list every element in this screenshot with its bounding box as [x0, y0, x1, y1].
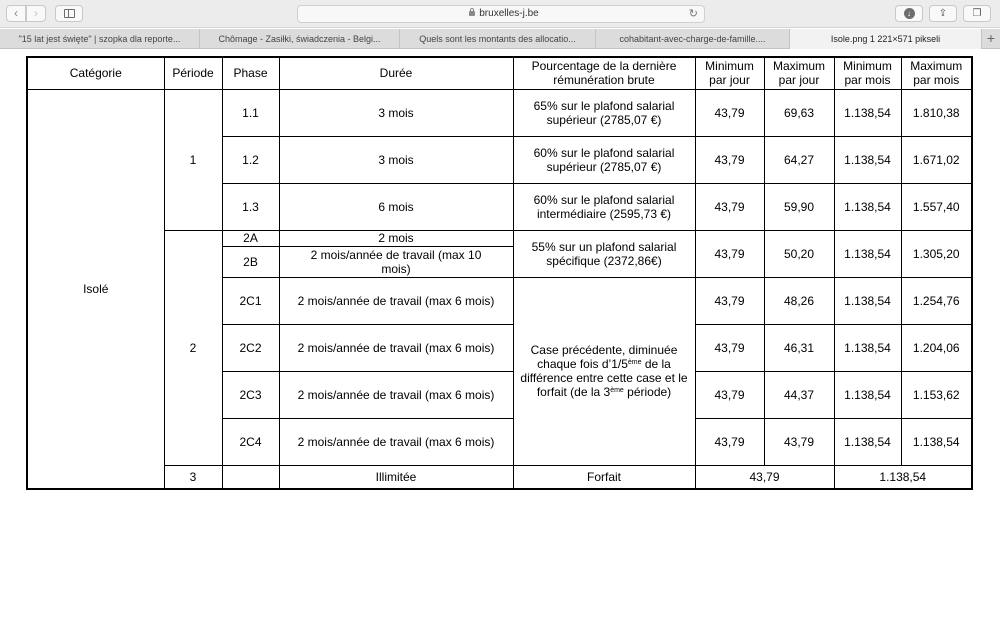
new-tab-button[interactable]: [982, 29, 1000, 49]
max-jour-cell: 46,31: [764, 324, 834, 371]
duree-cell: 2 mois/année de travail (max 6 mois): [279, 371, 513, 418]
url-text: bruxelles-j.be: [479, 8, 539, 19]
min-mois-cell: 1.138,54: [834, 371, 901, 418]
phase-cell: 1.2: [222, 136, 279, 183]
duree-cell: Illimitée: [279, 465, 513, 489]
min-jour-cell: 43,79: [695, 277, 764, 324]
duree-cell: 2 mois/année de travail (max 6 mois): [279, 324, 513, 371]
header-min-mois: Minimum par mois: [834, 57, 901, 89]
benefits-table: [26, 56, 973, 490]
min-mois-cell: 1.138,54: [834, 277, 901, 324]
duree-cell: 2 mois/année de travail (max 6 mois): [279, 418, 513, 465]
header-duree: Durée: [279, 57, 513, 89]
tabs-overview-button[interactable]: [963, 5, 991, 22]
duree-cell: 2 mois/année de travail (max 6 mois): [279, 277, 513, 324]
phase-cell: 1.3: [222, 183, 279, 230]
case-text-2: de la différence entre cette case et le forfait (de la 3: [520, 357, 688, 399]
duree-cell: 3 mois: [279, 136, 513, 183]
browser-toolbar: [0, 0, 1000, 28]
jour-cell: 43,79: [695, 465, 834, 489]
table-row: [27, 89, 972, 136]
table-row: [27, 230, 972, 246]
min-jour-cell: 43,79: [695, 418, 764, 465]
duree-cell: 2 mois: [279, 230, 513, 246]
max-jour-cell: 48,26: [764, 277, 834, 324]
period-1-cell: 1: [164, 89, 222, 230]
lock-icon: [469, 11, 475, 16]
max-mois-cell: 1.138,54: [901, 418, 972, 465]
chevron-left-icon: ‹: [14, 6, 18, 20]
tabs-overview-icon: ❐: [972, 8, 982, 19]
tab-2[interactable]: Chômage - Zasiłki, świadczenia - Belgi...: [200, 29, 400, 49]
min-jour-cell: 43,79: [695, 183, 764, 230]
case-text-1: Case précédente, diminuée chaque fois d’1/5: [530, 343, 678, 371]
max-jour-cell: 43,79: [764, 418, 834, 465]
period-2-cell: 2: [164, 230, 222, 465]
min-mois-cell: 1.138,54: [834, 89, 901, 136]
tab-1[interactable]: "15 lat jest święte" | szopka dla reporte...: [0, 29, 200, 49]
max-mois-cell: 1.153,62: [901, 371, 972, 418]
case-text-3: période): [623, 385, 672, 399]
case-sup-2: ème: [610, 387, 624, 394]
tab-4[interactable]: cohabitant-avec-charge-de-famille....: [596, 29, 790, 49]
phase-cell: 2C1: [222, 277, 279, 324]
download-button[interactable]: [895, 5, 923, 22]
forward-button[interactable]: [26, 5, 46, 22]
min-jour-cell: 43,79: [695, 324, 764, 371]
case-sup-1: ème: [627, 359, 642, 366]
min-mois-cell: 1.138,54: [834, 183, 901, 230]
max-jour-cell: 50,20: [764, 230, 834, 277]
phase-cell: [222, 465, 279, 489]
plus-icon: +: [986, 30, 996, 46]
max-jour-cell: 59,90: [764, 183, 834, 230]
duree-cell: 2 mois/année de travail (max 10 mois): [279, 246, 513, 277]
duree-cell: 3 mois: [279, 89, 513, 136]
duree-cell: 6 mois: [279, 183, 513, 230]
max-mois-cell: 1.557,40: [901, 183, 972, 230]
max-mois-cell: 1.810,38: [901, 89, 972, 136]
max-jour-cell: 64,27: [764, 136, 834, 183]
min-mois-cell: 1.138,54: [834, 136, 901, 183]
min-jour-cell: 43,79: [695, 230, 764, 277]
pct-cell: 55% sur un plafond salarial spécifique (2372,86€): [513, 230, 695, 277]
min-mois-cell: 1.138,54: [834, 418, 901, 465]
max-mois-cell: 1.671,02: [901, 136, 972, 183]
phase-cell: 1.1: [222, 89, 279, 136]
header-min-jour: Minimum par jour: [695, 57, 764, 89]
header-max-jour: Maximum par jour: [764, 57, 834, 89]
tab-bar: [0, 29, 1000, 49]
share-icon: ⇪: [938, 8, 948, 19]
phase-cell: 2B: [222, 246, 279, 277]
table-row: [27, 465, 972, 489]
address-bar[interactable]: [297, 5, 705, 23]
case-precedente-cell: [513, 277, 695, 465]
share-button[interactable]: [929, 5, 957, 22]
pct-cell: 60% sur le plafond salarial supérieur (2785,07 €): [513, 136, 695, 183]
pct-cell: Forfait: [513, 465, 695, 489]
pct-cell: 65% sur le plafond salarial supérieur (2785,07 €): [513, 89, 695, 136]
back-button[interactable]: [6, 5, 26, 22]
header-pourcentage: Pourcentage de la dernière rémunération brute: [513, 57, 695, 89]
max-mois-cell: 1.305,20: [901, 230, 972, 277]
min-jour-cell: 43,79: [695, 89, 764, 136]
header-row: [27, 57, 972, 89]
max-jour-cell: 69,63: [764, 89, 834, 136]
header-categorie: Catégorie: [27, 57, 164, 89]
mois-cell: 1.138,54: [834, 465, 972, 489]
phase-cell: 2C2: [222, 324, 279, 371]
tab-5-active[interactable]: Isole.png 1 221×571 pikseli: [790, 29, 982, 49]
min-jour-cell: 43,79: [695, 371, 764, 418]
sidebar-icon: [64, 9, 75, 18]
reload-icon[interactable]: ↻: [688, 8, 698, 20]
period-3-cell: 3: [164, 465, 222, 489]
max-mois-cell: 1.254,76: [901, 277, 972, 324]
sidebar-toggle-button[interactable]: [55, 5, 83, 22]
header-max-mois: Maximum par mois: [901, 57, 972, 89]
image-content: [26, 56, 973, 490]
pct-cell: 60% sur le plafond salarial intermédiaire (2595,73 €): [513, 183, 695, 230]
header-periode: Période: [164, 57, 222, 89]
category-cell: Isolé: [27, 89, 164, 489]
phase-cell: 2C3: [222, 371, 279, 418]
min-jour-cell: 43,79: [695, 136, 764, 183]
download-icon: ↓: [904, 8, 915, 19]
tab-3[interactable]: Quels sont les montants des allocatio...: [400, 29, 596, 49]
phase-cell: 2C4: [222, 418, 279, 465]
phase-cell: 2A: [222, 230, 279, 246]
max-jour-cell: 44,37: [764, 371, 834, 418]
header-phase: Phase: [222, 57, 279, 89]
min-mois-cell: 1.138,54: [834, 230, 901, 277]
min-mois-cell: 1.138,54: [834, 324, 901, 371]
max-mois-cell: 1.204,06: [901, 324, 972, 371]
chevron-right-icon: ›: [34, 6, 38, 20]
